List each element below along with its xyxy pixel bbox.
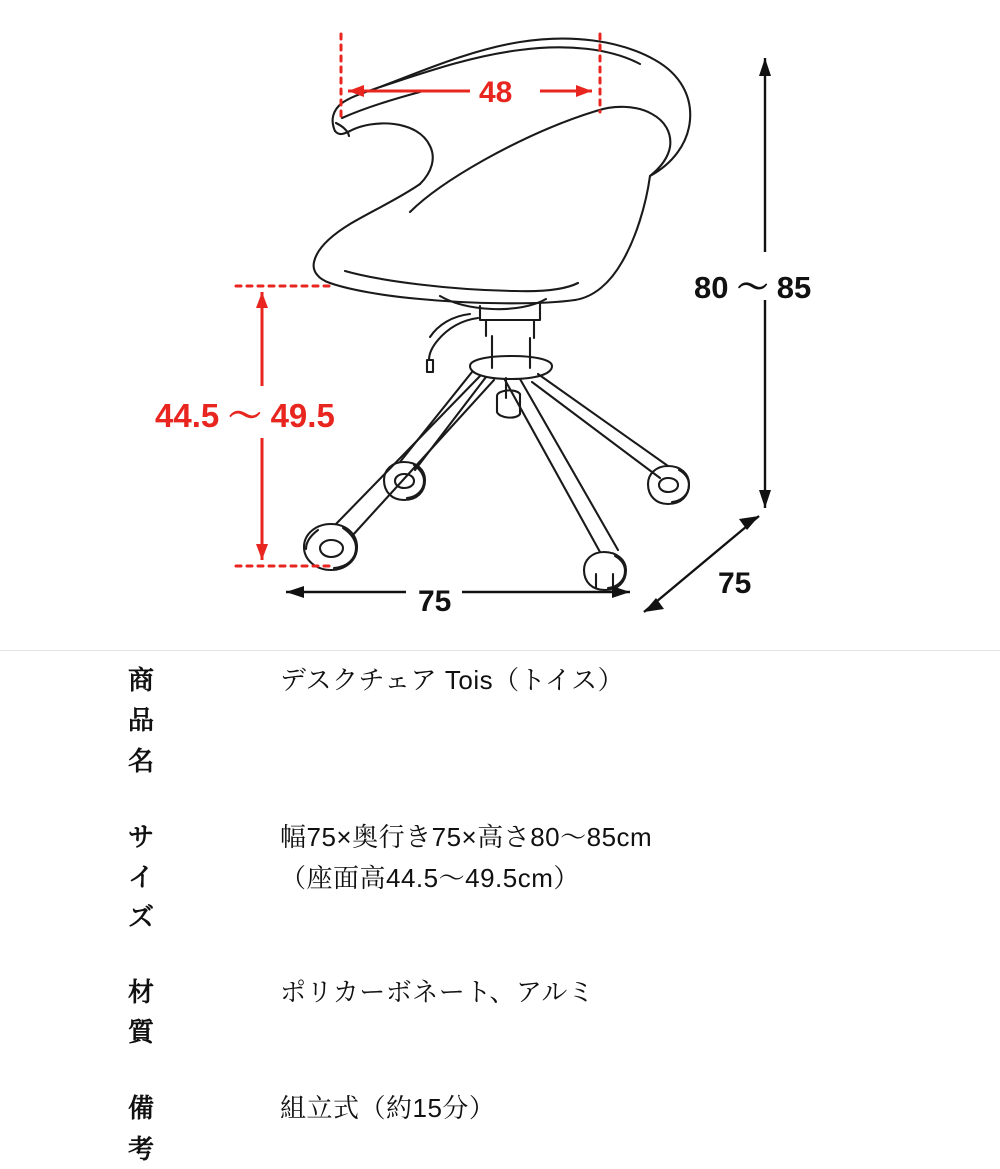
dimension-label-depth: 75 — [718, 567, 752, 600]
dimension-label-total-height: 80 〜 85 — [694, 270, 812, 305]
spec-key-note: 備考 — [128, 1093, 156, 1164]
spec-key-product-name: 商品名 — [128, 665, 156, 776]
spec-key-material: 材質 — [128, 976, 156, 1048]
dimension-label-back-width: 48 — [479, 76, 513, 109]
spec-table — [0, 660, 1000, 1169]
spec-value-product-name — [155, 660, 1000, 702]
spec-row-material — [0, 972, 1000, 1053]
dimension-label-seat-height: 44.5 〜 49.5 — [155, 397, 335, 434]
spec-value-size-line1: 幅75×奥行き75×高さ80〜85cm — [280, 821, 653, 852]
spec-row-note — [0, 1088, 1000, 1169]
spec-value-size — [155, 817, 1000, 900]
spec-value-material — [155, 972, 1000, 1014]
spec-value-product-name-line1: デスクチェア Tois（トイス） — [280, 665, 625, 695]
spec-value-note — [155, 1088, 1000, 1130]
spec-row-size — [0, 817, 1000, 938]
spec-value-note-line1: 組立式（約15分） — [280, 1093, 496, 1124]
section-divider — [0, 650, 1000, 651]
dimension-label-width: 75 — [418, 585, 452, 618]
spec-row-product-name — [0, 660, 1000, 781]
spec-key-size: サイズ — [128, 821, 156, 933]
spec-value-size-line2: （座面高44.5〜49.5cm） — [280, 863, 580, 894]
spec-value-material-line1: ポリカーボネート、アルミ — [280, 976, 595, 1007]
